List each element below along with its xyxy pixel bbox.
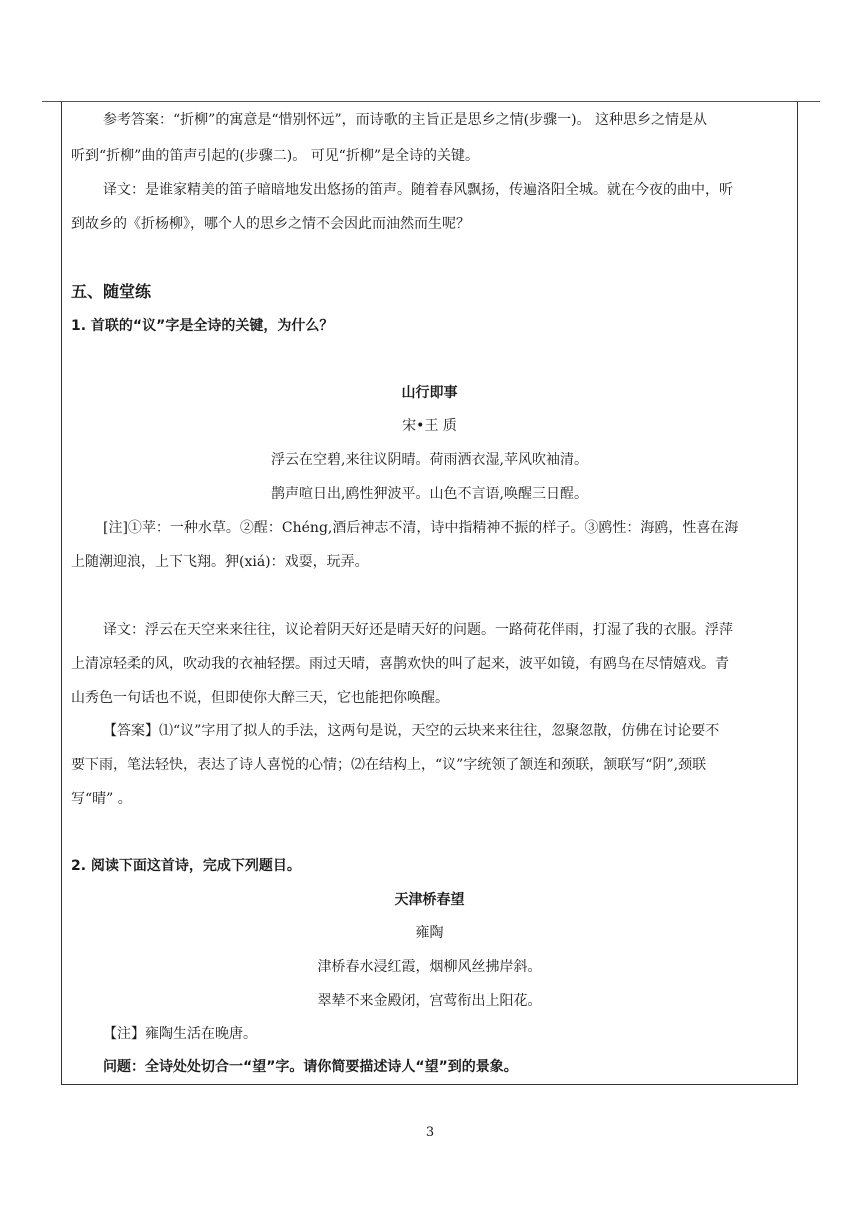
q1-poem-line2: 鹊声喧日出,鸥性狎波平。山色不言语,唤醒三日酲。 <box>271 486 588 502</box>
q2-note: 【注】雍陶生活在晚唐。 <box>103 1026 257 1042</box>
q1-translation-line3: 山秀色一句话也不说，但即使你大醉三天，它也能把你唤醒。 <box>71 690 449 706</box>
q1-question: 1. 首联的“议”字是全诗的关键，为什么？ <box>71 318 334 334</box>
q1-answer-line3: 写“晴” 。 <box>71 791 132 807</box>
q1-note-line2: 上随潮迎浪，上下飞翔。狎(xiá)：戏耍，玩弄。 <box>71 554 369 570</box>
section-title: 五、随堂练 <box>71 282 152 301</box>
q2-question: 2. 阅读下面这首诗，完成下列题目。 <box>71 858 301 874</box>
q1-poem-author: 宋•王 质 <box>402 418 457 434</box>
q1-poem-title: 山行即事 <box>401 385 458 401</box>
q1-note-line1: [注]①苹：一种水草。②酲：Chéng,酒后神志不清，诗中指精神不振的样子。③鸥性：海鸥，性喜在海 <box>103 520 739 536</box>
q1-answer-line2: 要下雨，笔法轻快，表达了诗人喜悦的心情；⑵在结构上，“议”字统领了颔连和颈联，颔联写“阴”,颈联 <box>71 757 707 773</box>
q2-poem-author: 雍陶 <box>415 925 444 941</box>
translation1-line1: 译文：是谁家精美的笛子暗暗地发出悠扬的笛声。随着春风飘扬，传遍洛阳全城。就在今夜的曲中，听 <box>103 182 733 198</box>
ref-answer-line1: 参考答案：“折柳”的寓意是“惜别怀远”，而诗歌的主旨正是思乡之情(步骤一)。 这种思乡之情是从 <box>103 112 708 128</box>
page-number: 3 <box>425 1125 435 1140</box>
q2-poem-line1: 津桥春水浸红霞，烟柳风丝拂岸斜。 <box>317 959 542 975</box>
q2-poem-line2: 翠辇不来金殿闭，宫莺衔出上阳花。 <box>317 993 542 1009</box>
q1-translation-line1: 译文：浮云在天空来来往往，议论着阴天好还是晴天好的问题。一路荷花伴雨，打湿了我的衣服。浮萍 <box>103 622 733 638</box>
translation1-line2: 到故乡的《折杨柳》，哪个人的思乡之情不会因此而油然而生呢？ <box>71 216 470 232</box>
q2-poem-title: 天津桥春望 <box>394 892 465 908</box>
q1-translation-line2: 上清凉轻柔的风，吹动我的衣袖轻摆。雨过天晴，喜鹊欢快的叫了起来，波平如镜，有鸥鸟在尽情嬉戏。青 <box>71 656 729 672</box>
ref-answer-line2: 听到“折柳”曲的笛声引起的(步骤二)。 可见“折柳”是全诗的关键。 <box>71 148 480 164</box>
q1-poem-line1: 浮云在空碧,来往议阴晴。荷雨洒衣湿,苹风吹袖清。 <box>271 452 588 468</box>
q2-problem: 问题：全诗处处切合一“望”字。请你简要描述诗人“望”到的景象。 <box>103 1059 518 1075</box>
q1-answer-line1: 【答案】⑴“议”字用了拟人的手法，这两句是说，天空的云块来来往往，忽聚忽散，仿佛在讨论要不 <box>103 723 720 739</box>
